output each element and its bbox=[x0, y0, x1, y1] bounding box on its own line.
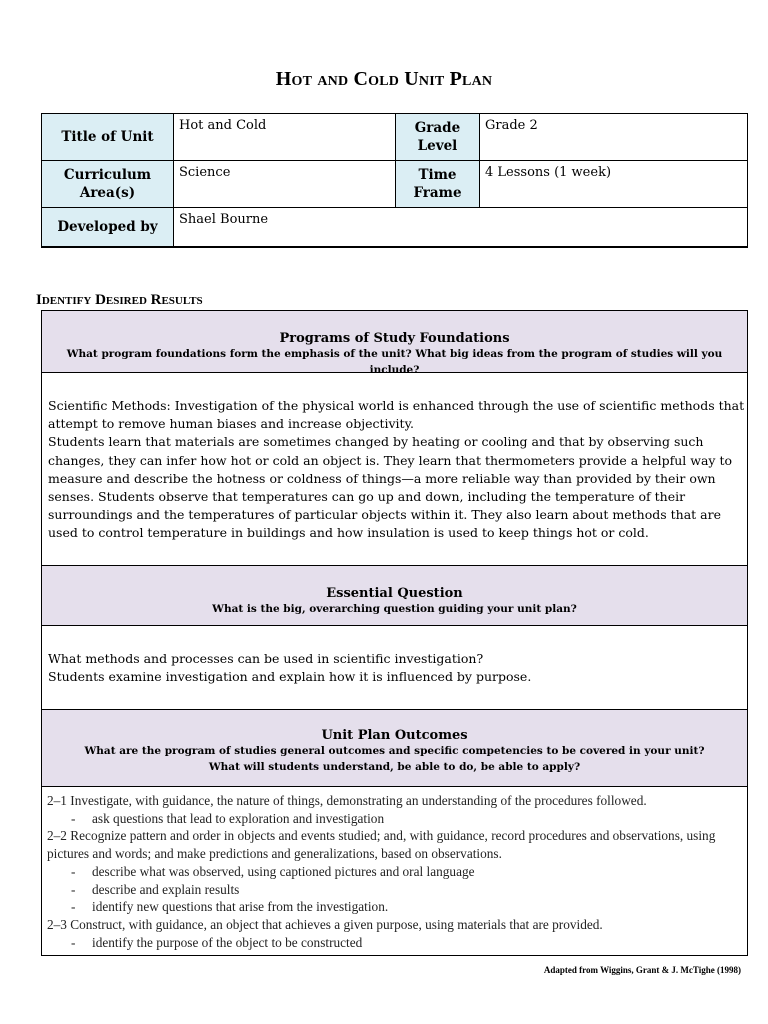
outcomes-subtitle-2: What will students understand, be able to do, be able to apply? bbox=[208, 761, 581, 773]
list-item: - identify the purpose of the object to be constructed bbox=[71, 934, 363, 950]
unit-info-table bbox=[41, 113, 748, 248]
list-item: - describe and explain results bbox=[71, 881, 240, 897]
outcome-2-3: 2–3 Construct, with guidance, an object that achieves a given purpose, using materials that are provided. bbox=[47, 916, 603, 932]
foundations-subtitle: What program foundations form the emphasis of the unit? What big ideas from the program of studies will you include? bbox=[66, 348, 723, 376]
desired-results-box bbox=[41, 310, 748, 956]
outcome-2-1: 2–1 Investigate, with guidance, the nature of things, demonstrating an understanding of the procedures followed. bbox=[47, 793, 647, 808]
foundations-content bbox=[48, 397, 746, 543]
time-frame-label: Time Frame bbox=[396, 161, 480, 208]
foundations-paragraph-2: Students learn that materials are sometimes changed by heating or cooling and that by observing such changes, they can infer how hot or cold an object is. They learn that thermometers provide a helpful way to measure and describe the hotness or coldness of things—a more reliable way than provided by their own senses. Students observe that temperatures can go up and down, including the temperature of their surroundings and the temperatures of particular objects within it. They also learn about methods that are used to control temperature in buildings and how insulation is used to keep things hot or cold. bbox=[48, 434, 732, 541]
developed-by-value: Shael Bourne bbox=[174, 208, 748, 247]
essential-question-title: Essential Question bbox=[326, 586, 463, 601]
grade-level-label: Grade Level bbox=[396, 114, 480, 161]
curriculum-area-value: Science bbox=[174, 161, 396, 208]
time-frame-value: 4 Lessons (1 week) bbox=[480, 161, 748, 208]
developed-by-label: Developed by bbox=[42, 208, 174, 247]
title-of-unit-value: Hot and Cold bbox=[174, 114, 396, 161]
foundations-title: Programs of Study Foundations bbox=[279, 331, 510, 346]
outcomes-header bbox=[42, 709, 747, 787]
essential-question-subtitle: What is the big, overarching question guiding your unit plan? bbox=[212, 603, 577, 615]
outcomes-title: Unit Plan Outcomes bbox=[321, 728, 468, 743]
foundations-paragraph-1: Scientific Methods: Investigation of the physical world is enhanced through the use of scientific methods that attempt to remove human biases and increase objectivity. bbox=[48, 398, 745, 432]
outcomes-list bbox=[47, 792, 745, 951]
essential-question-line-1: What methods and processes can be used in scientific investigation? bbox=[48, 651, 484, 666]
outcome-2-2: 2–2 Recognize pattern and order in objects and events studied; and, with guidance, record procedures and observations, using pictures and words; and make predictions and generalizations, based on observations. bbox=[47, 828, 716, 862]
outcomes-subtitle-1: What are the program of studies general outcomes and specific competencies to be covered in your unit? bbox=[84, 745, 705, 757]
footer-attribution: Adapted from Wiggins, Grant & J. McTighe (1998) bbox=[543, 965, 741, 975]
list-item: - describe what was observed, using captioned pictures and oral language bbox=[71, 863, 475, 879]
curriculum-area-label: Curriculum Area(s) bbox=[42, 161, 174, 208]
grade-level-value: Grade 2 bbox=[480, 114, 748, 161]
foundations-header bbox=[42, 311, 747, 376]
title-of-unit-label: Title of Unit bbox=[42, 114, 174, 161]
list-item: - identify new questions that arise from the investigation. bbox=[71, 899, 389, 915]
list-item: - ask questions that lead to exploration and investigation bbox=[71, 810, 385, 826]
essential-question-line-2: Students examine investigation and explain how it is influenced by purpose. bbox=[48, 669, 532, 685]
section-heading: Identify Desired Results bbox=[36, 292, 203, 308]
essential-question-header bbox=[42, 565, 747, 626]
document-title: Hot and Cold Unit Plan bbox=[275, 68, 493, 90]
essential-question-content bbox=[48, 650, 746, 686]
